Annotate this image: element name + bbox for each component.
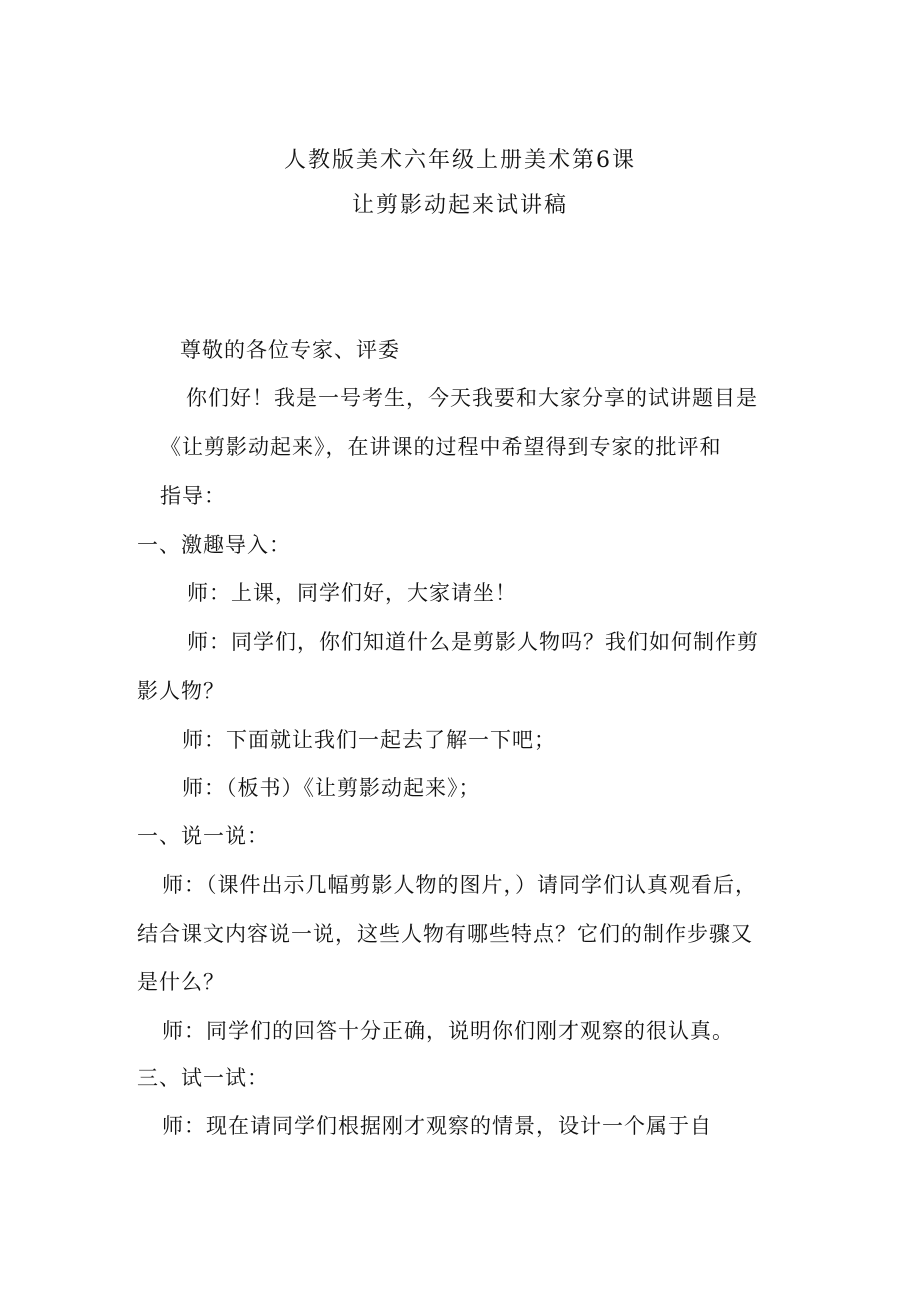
document-subtitle: 让剪影动起来试讲稿 (351, 193, 568, 218)
section-1-paragraph-3: 师：下面就让我们一起去了解一下吧； (182, 728, 556, 752)
section-1-paragraph-2-line-2: 影人物？ (137, 679, 225, 703)
intro-line-1: 你们好！我是一号考生，今天我要和大家分享的试讲题目是 (186, 386, 758, 410)
intro-line-2: 《让剪影动起来》，在讲课的过程中希望得到专家的批评和 (160, 435, 722, 459)
section-2-heading: 一、说一说： (137, 824, 269, 848)
section-1-paragraph-4: 师：（板书）《让剪影动起来》； (182, 776, 481, 800)
section-2-paragraph-1-line-3: 是什么？ (137, 970, 225, 994)
section-1-heading: 一、激趣导入： (137, 533, 291, 557)
intro-line-3: 指导： (160, 484, 226, 508)
greeting: 尊敬的各位专家、评委 (180, 338, 400, 362)
section-3-heading: 三、试一试： (137, 1066, 269, 1090)
section-1-paragraph-2-line-1: 师：同学们，你们知道什么是剪影人物吗？我们如何制作剪 (187, 630, 759, 654)
section-2-paragraph-1-line-2: 结合课文内容说一说，这些人物有哪些特点？它们的制作步骤又 (137, 922, 753, 946)
section-2-paragraph-1-line-1: 师：（课件出示几幅剪影人物的图片，）请同学们认真观看后， (162, 873, 757, 897)
section-2-paragraph-2: 师：同学们的回答十分正确，说明你们刚才观察的很认真。 (162, 1019, 734, 1043)
section-1-paragraph-1: 师：上课，同学们好，大家请坐！ (187, 581, 517, 605)
document-title: 人教版美术六年级上册美术第6课 (284, 148, 636, 173)
section-3-paragraph-1: 师：现在请同学们根据刚才观察的情景，设计一个属于自 (162, 1114, 712, 1138)
